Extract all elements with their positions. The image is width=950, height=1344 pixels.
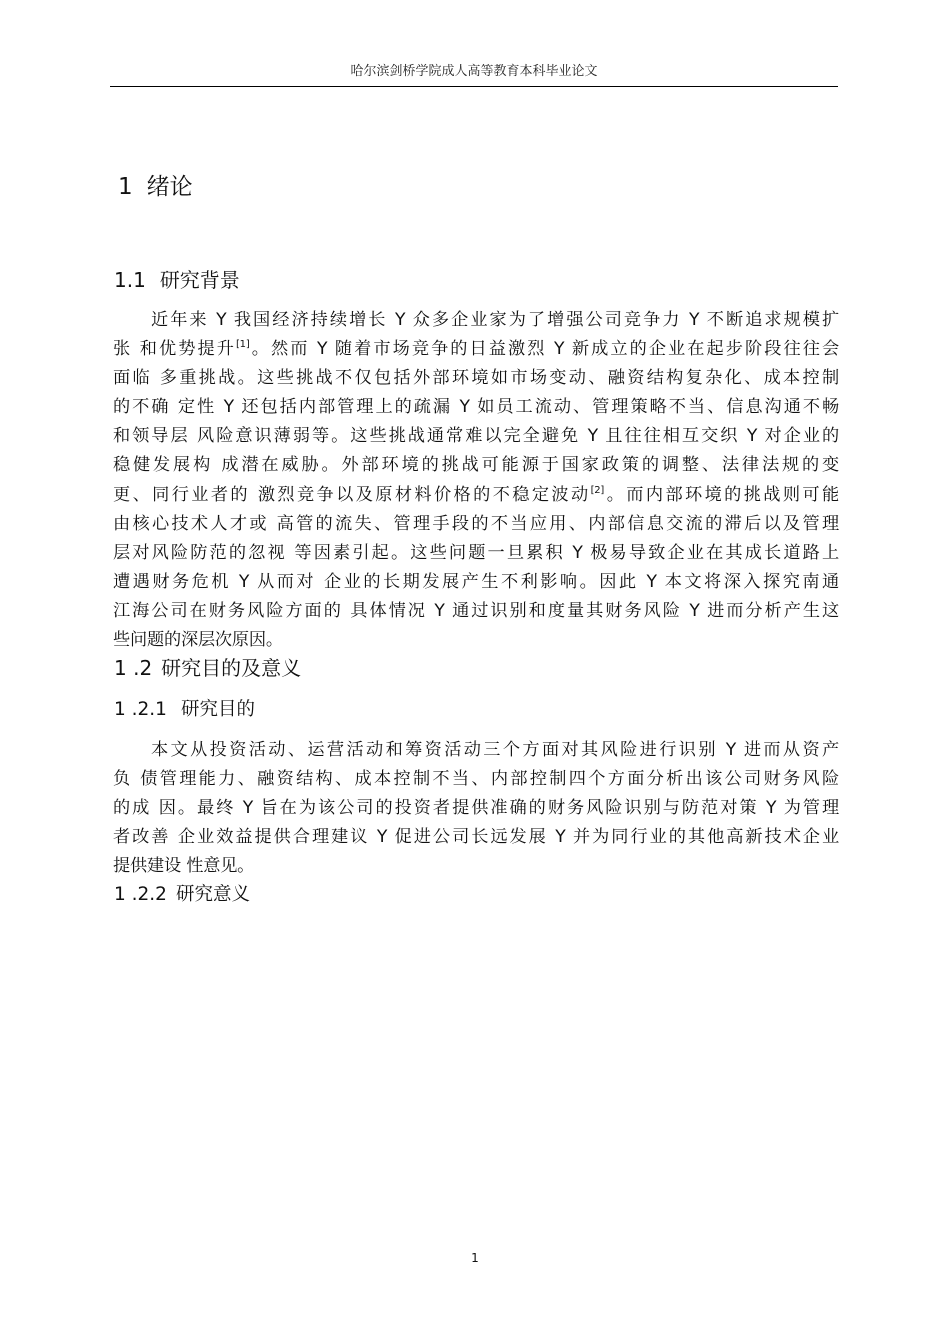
text-line: 稳健发展构 成潜在威胁。外部环境的挑战可能源于国家政策的调整、法律法规的变 — [113, 455, 839, 476]
text-line: 近年来 Y 我国经济持续增长 Y 众多企业家为了增强公司竞争力 Y 不断追求规模扩 — [151, 310, 839, 330]
text-line: 更、同行业者的 激烈竞争以及原材料价格的不稳定波动[2]。而内部环境的挑战则可能 — [113, 484, 839, 505]
subsection-title: 研究意义 — [175, 884, 250, 905]
section-heading-purpose-significance — [114, 654, 301, 682]
running-header: 哈尔滨剑桥学院成人高等教育本科毕业论文 — [350, 64, 598, 79]
text-line: 由核心技术人才或 高管的流失、管理手段的不当应用、内部信息交流的滞后以及管理 — [113, 513, 839, 534]
text-line: 的不确 定性 Y 还包括内部管理上的疏漏 Y 如员工流动、管理策略不当、信息沟通不畅 — [113, 397, 839, 418]
purpose-paragraph — [113, 736, 839, 881]
text-line: 提供建设 性意见。 — [113, 856, 255, 877]
background-paragraph — [113, 306, 839, 655]
subsection-number: 1 .2.1 — [114, 699, 167, 720]
text-line: 者改善 企业效益提供合理建议 Y 促进公司长远发展 Y 并为同行业的其他高新技术企业 — [113, 827, 839, 848]
subsection-heading-significance — [114, 882, 250, 908]
text-line: 本文从投资活动、运营活动和筹资活动三个方面对其风险进行识别 Y 进而从资产 — [151, 740, 839, 760]
section-title: 研究目的及意义 — [161, 656, 302, 680]
text-line: 的成 因。最终 Y 旨在为该公司的投资者提供准确的财务风险识别与防范对策 Y 为管理 — [113, 798, 839, 819]
citation-ref: [2] — [590, 484, 605, 496]
page-number: 1 — [471, 1251, 479, 1265]
text-line: 层对风险防范的忽视 等因素引起。这些问题一旦累积 Y 极易导致企业在其成长道路上 — [113, 542, 839, 563]
chapter-number: 1 — [118, 174, 133, 200]
text-line: 些问题的深层次原因。 — [113, 630, 283, 651]
text-line: 张 和优势提升[1]。然而 Y 随着市场竞争的日益激烈 Y 新成立的企业在起步阶段往往会 — [113, 339, 839, 360]
chapter-title: 绪论 — [146, 174, 193, 200]
subsection-heading-purpose — [114, 697, 255, 723]
header-rule — [110, 86, 838, 87]
section-number: 1 .2 — [114, 656, 153, 680]
text-line: 和领导层 风险意识薄弱等。这些挑战通常难以完全避免 Y 且往往相互交织 Y 对企业的 — [113, 426, 839, 447]
text-line: 负 债管理能力、融资结构、成本控制不当、内部控制四个方面分析出该公司财务风险 — [113, 769, 839, 790]
section-number: 1.1 — [114, 268, 146, 292]
citation-ref: [1] — [235, 339, 250, 351]
section-heading-background — [114, 266, 240, 294]
text-line: 江海公司在财务风险方面的 具体情况 Y 通过识别和度量其财务风险 Y 进而分析产生这 — [113, 600, 839, 621]
section-title: 研究背景 — [159, 268, 240, 292]
text-line: 面临 多重挑战。这些挑战不仅包括外部环境如市场变动、融资结构复杂化、成本控制 — [113, 368, 839, 389]
text-line: 遭遇财务危机 Y 从而对 企业的长期发展产生不利影响。因此 Y 本文将深入探究南通 — [113, 571, 839, 592]
subsection-title: 研究目的 — [180, 699, 255, 720]
chapter-heading — [118, 171, 193, 203]
subsection-number: 1 .2.2 — [114, 884, 167, 905]
